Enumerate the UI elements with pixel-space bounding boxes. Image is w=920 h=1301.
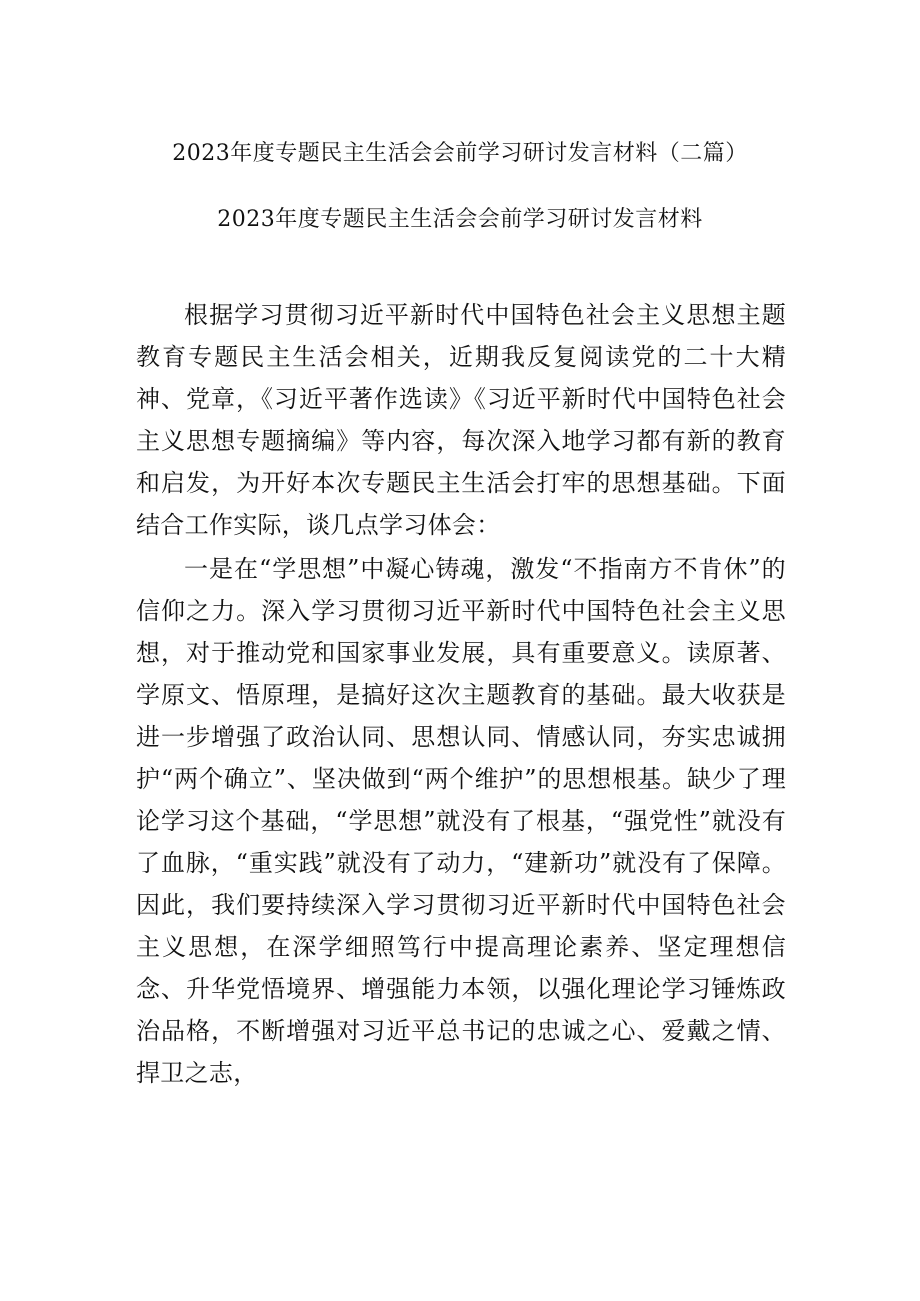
paragraph-point-one: 一是在“学思想”中凝心铸魂，激发“不指南方不肯休”的信仰之力。深入学习贯彻习近平新时代中国特色社会主义思想，对于推动党和国家事业发展，具有重要意义。读原著、学原文、悟原理，是搞好这次主题教育的基础。最大收获是进一步增强了政治认同、思想认同、情感认同，夯实忠诚拥护“两个确立”、坚决做到“两个维护”的思想根基。缺少了理论学习这个基础，“学思想”就没有了根基，“强党性”就没有了血脉，“重实践”就没有了动力，“建新功”就没有了保障。因此，我们要持续深入学习贯彻习近平新时代中国特色社会主义思想，在深学细照笃行中提高理论素养、坚定理想信念、升华党悟境界、增强能力本领，以强化理论学习锤炼政治品格，不断增强对习近平总书记的忠诚之心、爱戴之情、捍卫之志， — [136, 555, 786, 1087]
document-title: 2023年度专题民主生活会会前学习研讨发言材料（二篇） — [172, 141, 748, 166]
paragraph-intro: 根据学习贯彻习近平新时代中国特色社会主义思想主题教育专题民主生活会相关，近期我反复阅读党的二十大精神、党章，《习近平著作选读》《习近平新时代中国特色社会主义思想专题摘编》等内容，每次深入地学习都有新的教育和启发，为开好本次专题民主生活会打牢的思想基础。下面结合工作实际，谈几点学习体会： — [136, 301, 786, 539]
document-subtitle: 2023年度专题民主生活会会前学习研讨发言材料 — [217, 207, 703, 232]
document-body — [136, 294, 786, 1094]
